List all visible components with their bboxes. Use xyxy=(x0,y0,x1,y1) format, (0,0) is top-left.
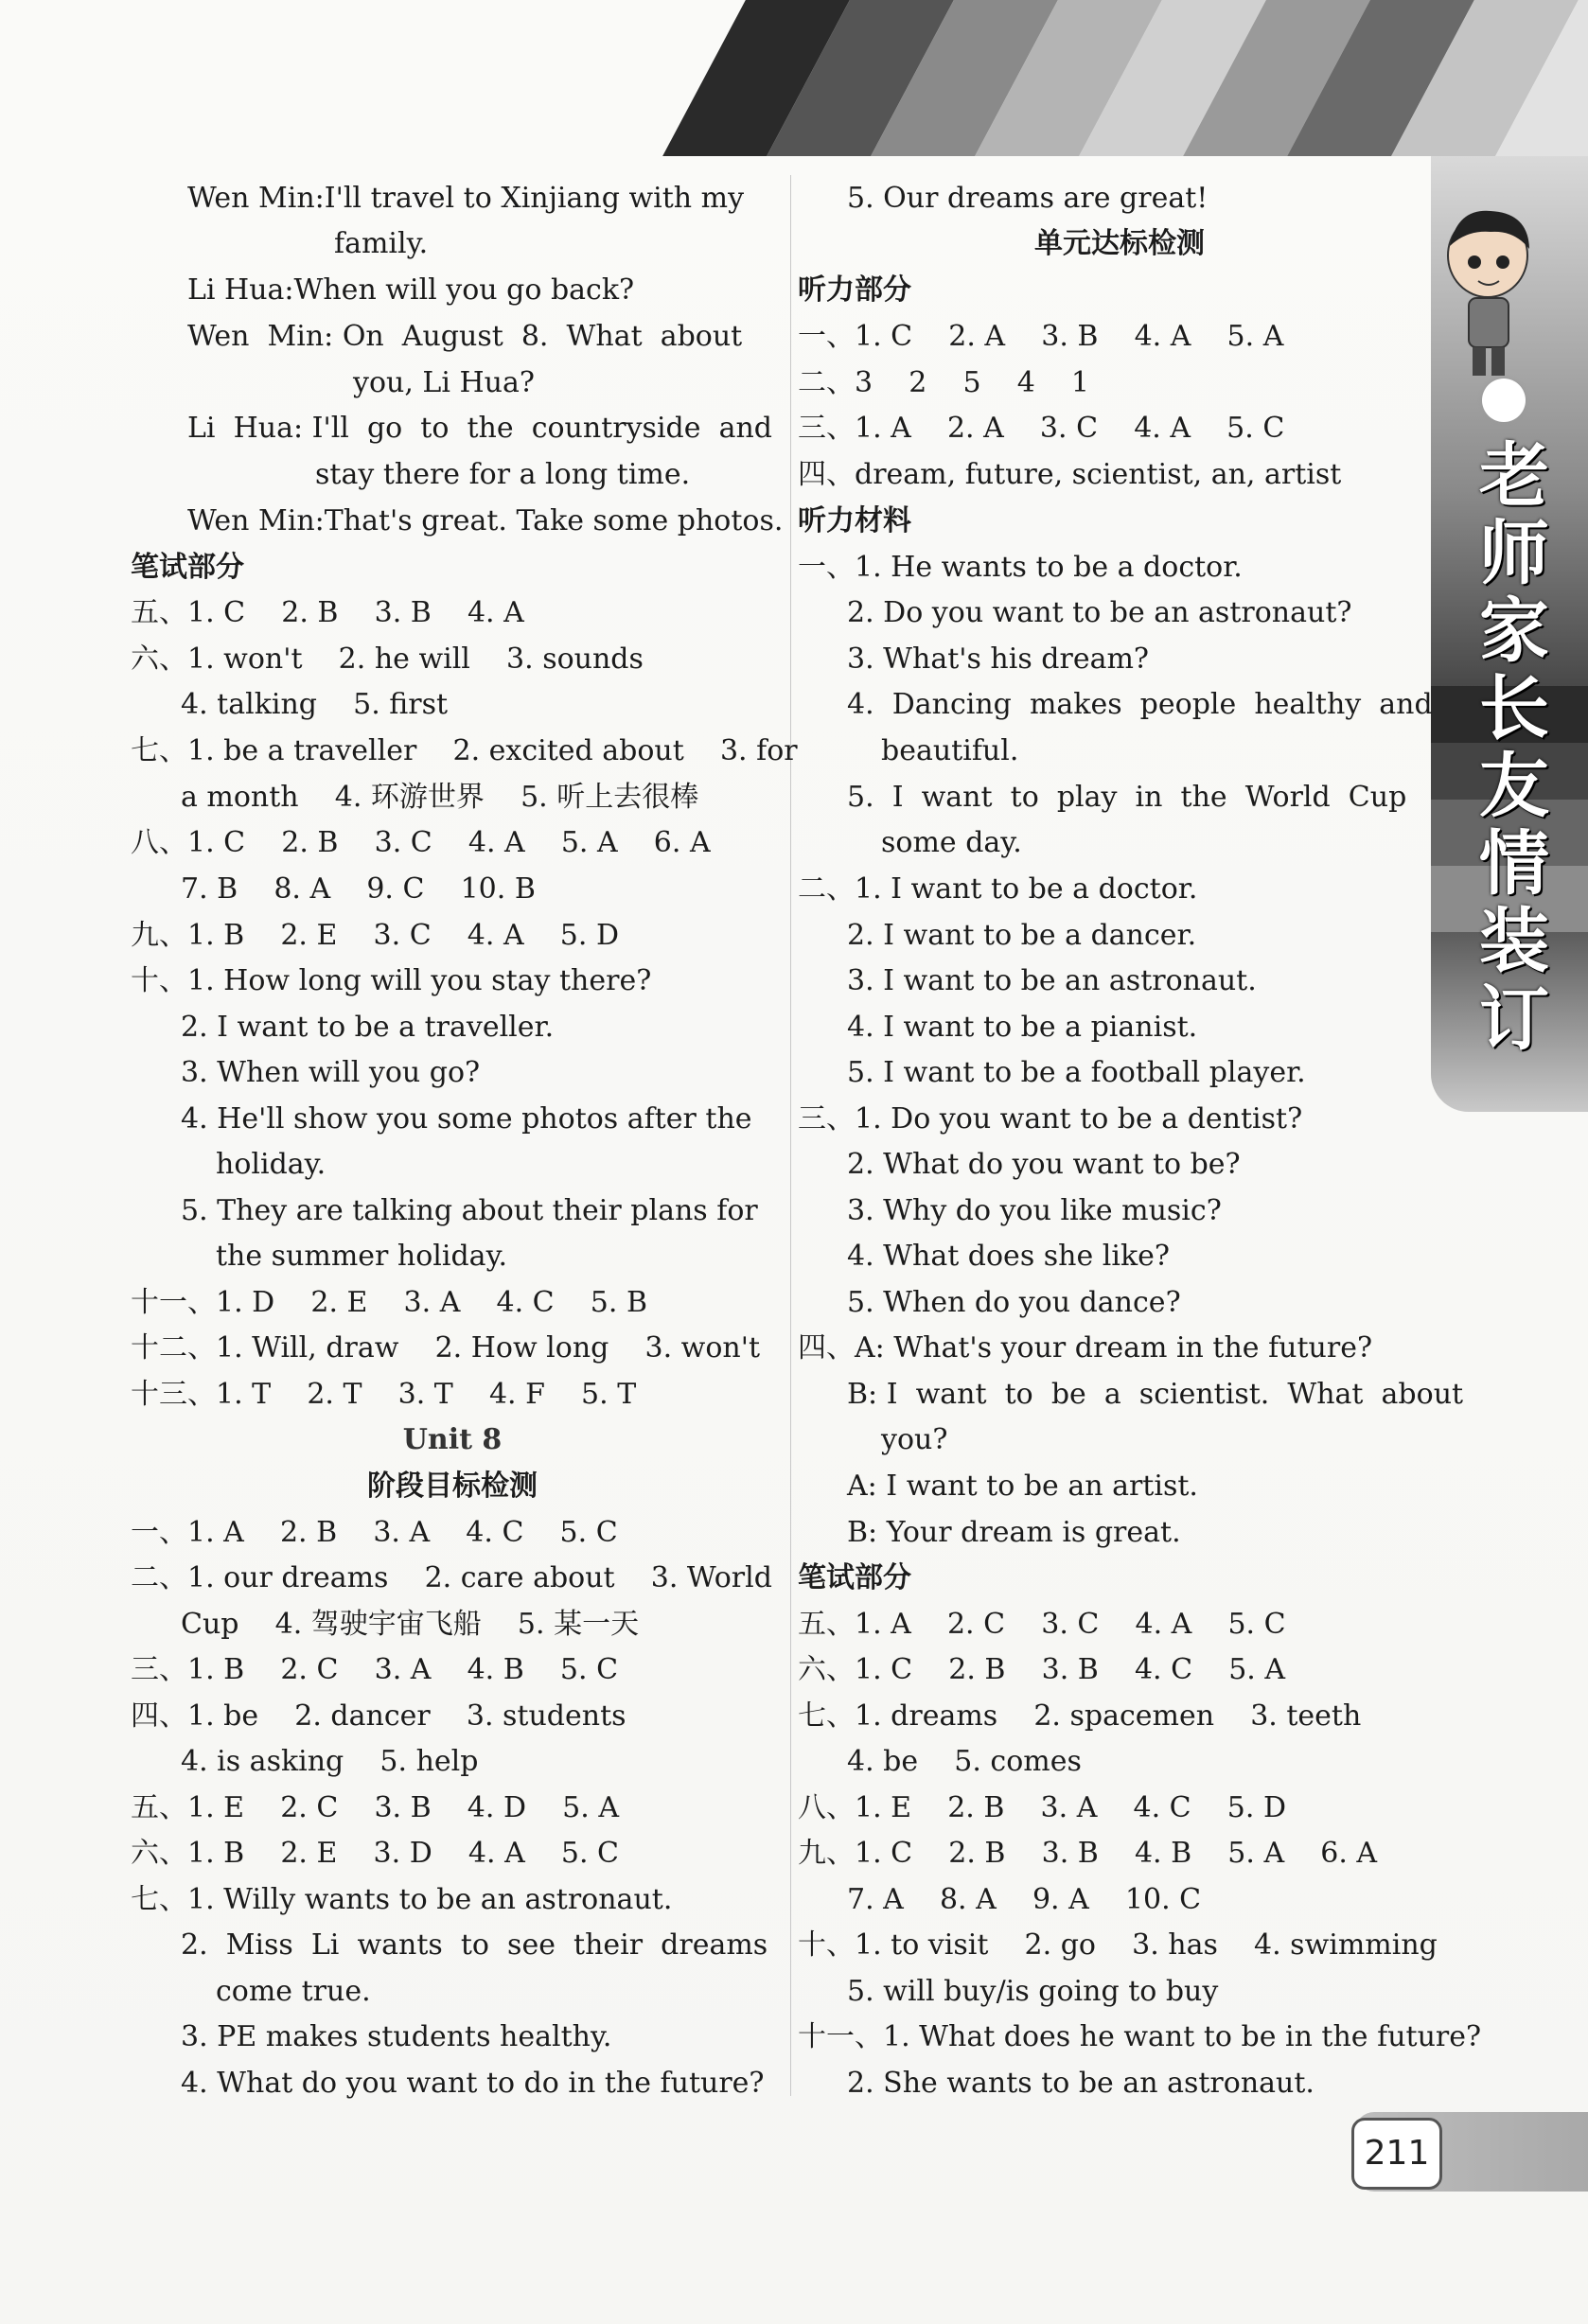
answer-line: 十、1. to visit 2. go 3. has 4. swimming xyxy=(798,1928,1438,1962)
title-char: 友 xyxy=(1479,746,1549,827)
vertical-title xyxy=(1457,437,1571,1058)
section-heading: 笔试部分 xyxy=(131,551,244,584)
answer-line: 7. B 8. A 9. C 10. B xyxy=(181,872,536,906)
answer-line: 5. will buy/is going to buy xyxy=(847,1975,1219,2008)
section-heading: 阶段目标检测 xyxy=(367,1470,538,1503)
title-char: 情 xyxy=(1479,823,1549,905)
answer-line: 五、1. E 2. C 3. B 4. D 5. A xyxy=(131,1791,619,1824)
answer-line: 2. She wants to be an astronaut. xyxy=(847,2067,1315,2100)
title-char: 订 xyxy=(1479,978,1549,1060)
answer-line: 二、3 2 5 4 1 xyxy=(798,366,1090,399)
answer-line: 十一、1. What does he want to be in the future? xyxy=(798,2020,1482,2053)
answer-line: 四、dream, future, scientist, an, artist xyxy=(798,458,1342,491)
answer-line: 4. talking 5. first xyxy=(181,688,449,721)
answer-line: 4. He'll show you some photos after the xyxy=(181,1102,752,1136)
page-number: 211 xyxy=(1351,2118,1442,2190)
answer-line: 2. Miss Li wants to see their dreams xyxy=(181,1928,768,1962)
answer-line: 4. What do you want to do in the future? xyxy=(181,2067,765,2100)
answer-line: 4. What does she like? xyxy=(847,1240,1170,1273)
section-heading: 听力部分 xyxy=(798,273,911,307)
answer-line: 2. What do you want to be? xyxy=(847,1148,1241,1181)
answer-line: 3. PE makes students healthy. xyxy=(181,2020,612,2053)
answer-line: 3. Why do you like music? xyxy=(847,1194,1222,1227)
answer-line: 3. What's his dream? xyxy=(847,643,1149,676)
answer-line: a month 4. 环游世界 5. 听上去很棒 xyxy=(181,781,699,814)
title-char: 长 xyxy=(1479,668,1549,749)
decorative-stripes xyxy=(662,0,1588,156)
section-heading: 听力材料 xyxy=(798,504,911,537)
answer-line: family. xyxy=(334,227,429,260)
answer-line: 一、1. C 2. A 3. B 4. A 5. A xyxy=(798,320,1284,353)
answer-line: 六、1. C 2. B 3. B 4. C 5. A xyxy=(798,1653,1286,1686)
mascot-icon xyxy=(1438,203,1543,383)
answer-line: 六、1. B 2. E 3. D 4. A 5. C xyxy=(131,1837,619,1870)
answer-line: 十三、1. T 2. T 3. T 4. F 5. T xyxy=(131,1378,637,1411)
answer-line: 九、1. C 2. B 3. B 4. B 5. A 6. A xyxy=(798,1837,1378,1870)
answer-line: holiday. xyxy=(216,1148,326,1181)
answer-line: 2. I want to be a traveller. xyxy=(181,1011,555,1044)
answer-line: 九、1. B 2. E 3. C 4. A 5. D xyxy=(131,919,619,952)
answer-line: 十二、1. Will, draw 2. How long 3. won't xyxy=(131,1331,761,1364)
answer-line: 十、1. How long will you stay there? xyxy=(131,964,652,997)
answer-line: 2. I want to be a dancer. xyxy=(847,919,1197,952)
answer-line: 七、1. dreams 2. spacemen 3. teeth xyxy=(798,1699,1362,1733)
answer-line: 三、1. Do you want to be a dentist? xyxy=(798,1102,1303,1136)
answer-line: A: I want to be an artist. xyxy=(847,1470,1198,1503)
title-char: 装 xyxy=(1479,901,1549,982)
answer-line: Li Hua:When will you go back? xyxy=(187,273,635,307)
answer-line: 六、1. won't 2. he will 3. sounds xyxy=(131,643,644,676)
answer-line: 一、1. A 2. B 3. A 4. C 5. C xyxy=(131,1516,618,1549)
answer-line: 七、1. be a traveller 2. excited about 3. for xyxy=(131,734,798,767)
answer-line: 五、1. A 2. C 3. C 4. A 5. C xyxy=(798,1608,1286,1641)
answer-line: 三、1. A 2. A 3. C 4. A 5. C xyxy=(798,412,1285,445)
answer-line: 七、1. Willy wants to be an astronaut. xyxy=(131,1883,673,1916)
answer-line: 三、1. B 2. C 3. A 4. B 5. C xyxy=(131,1653,619,1686)
answer-line: 4. is asking 5. help xyxy=(181,1745,479,1778)
answer-line: Li Hua: I'll go to the countryside and xyxy=(187,412,772,445)
answer-line: 7. A 8. A 9. A 10. C xyxy=(847,1883,1202,1916)
answer-line: you, Li Hua? xyxy=(353,366,535,399)
answer-line: 3. I want to be an astronaut. xyxy=(847,964,1257,997)
section-heading: 笔试部分 xyxy=(798,1561,911,1594)
answer-line: 二、1. our dreams 2. care about 3. World xyxy=(131,1561,772,1594)
answer-line: 四、A: What's your dream in the future? xyxy=(798,1331,1373,1364)
answer-line: 4. be 5. comes xyxy=(847,1745,1082,1778)
answer-line: 一、1. He wants to be a doctor. xyxy=(798,551,1243,584)
answer-line: 八、1. C 2. B 3. C 4. A 5. A 6. A xyxy=(131,826,711,859)
answer-line: 4. I want to be a pianist. xyxy=(847,1011,1198,1044)
answer-line: 四、1. be 2. dancer 3. students xyxy=(131,1699,626,1733)
answer-line: B: I want to be a scientist. What about xyxy=(847,1378,1464,1411)
answer-line: 5. Our dreams are great! xyxy=(847,182,1209,215)
answer-line: beautiful. xyxy=(881,734,1019,767)
answer-line: you? xyxy=(881,1423,948,1456)
answer-line: 4. Dancing makes people healthy and xyxy=(847,688,1433,721)
answer-line: 十一、1. D 2. E 3. A 4. C 5. B xyxy=(131,1286,647,1319)
unit-heading: Unit 8 xyxy=(402,1423,503,1456)
title-char: 师 xyxy=(1479,513,1549,594)
answer-line: Wen Min:That's great. Take some photos. xyxy=(187,504,784,537)
decorative-dot xyxy=(1482,379,1526,422)
answer-line: some day. xyxy=(881,826,1022,859)
answer-line: 2. Do you want to be an astronaut? xyxy=(847,596,1352,629)
answer-line: 3. When will you go? xyxy=(181,1056,481,1089)
answer-line: 5. I want to play in the World Cup xyxy=(847,781,1407,814)
answer-line: Wen Min:I'll travel to Xinjiang with my xyxy=(187,182,745,215)
answer-line: 五、1. C 2. B 3. B 4. A xyxy=(131,596,524,629)
answer-line: come true. xyxy=(216,1975,371,2008)
title-char: 老 xyxy=(1479,435,1549,517)
answer-line: Cup 4. 驾驶宇宙飞船 5. 某一天 xyxy=(181,1608,640,1641)
answer-line: stay there for a long time. xyxy=(315,458,691,491)
answer-line: 5. When do you dance? xyxy=(847,1286,1181,1319)
answer-line: B: Your dream is great. xyxy=(847,1516,1181,1549)
answer-line: the summer holiday. xyxy=(216,1240,508,1273)
section-heading: 单元达标检测 xyxy=(1034,227,1205,260)
title-char: 家 xyxy=(1479,590,1549,672)
answer-line: 八、1. E 2. B 3. A 4. C 5. D xyxy=(798,1791,1286,1824)
answer-line: 5. I want to be a football player. xyxy=(847,1056,1306,1089)
answer-line: Wen Min: On August 8. What about xyxy=(187,320,743,353)
answer-line: 5. They are talking about their plans for xyxy=(181,1194,758,1227)
column-divider xyxy=(790,175,791,2096)
answer-line: 二、1. I want to be a doctor. xyxy=(798,872,1198,906)
